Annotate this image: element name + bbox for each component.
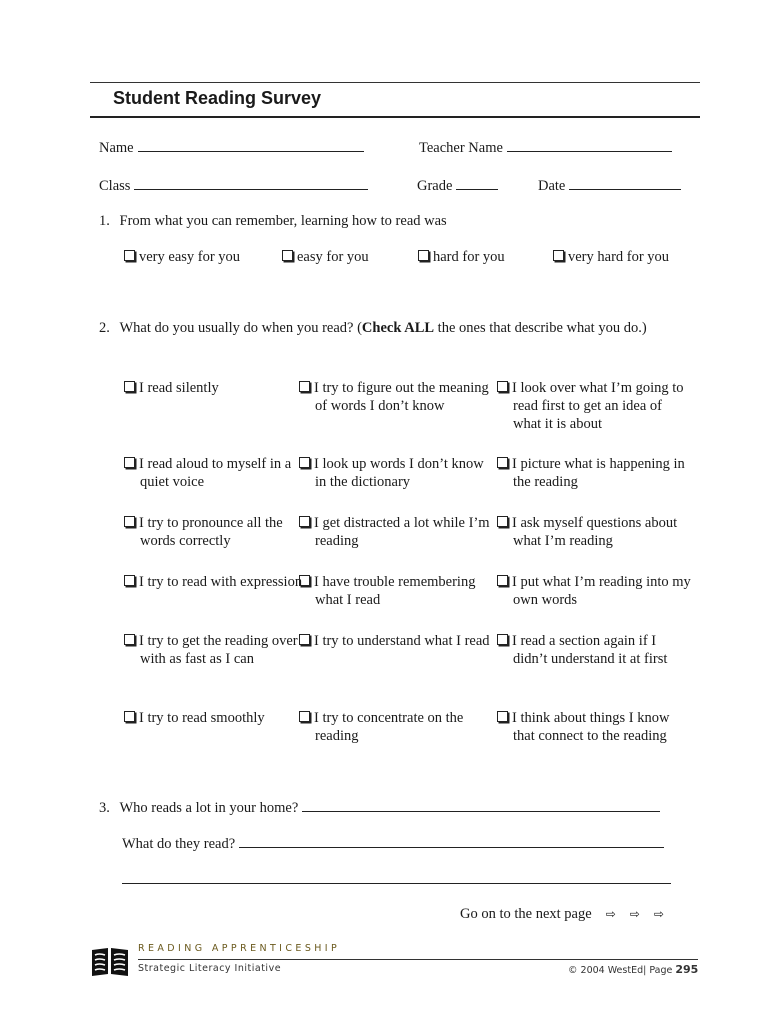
checkbox-icon[interactable]: [299, 711, 310, 722]
checkbox-icon[interactable]: [124, 634, 135, 645]
question-2: [99, 320, 647, 337]
next-page-prompt: [460, 906, 664, 923]
open-book-logo-icon: [90, 946, 130, 978]
grade-field: [417, 176, 498, 195]
teacher-name-field: [419, 138, 672, 157]
q2-item-label: I get distracted a lot while I’m reading: [314, 515, 490, 549]
question-3-followup-line[interactable]: [239, 834, 664, 848]
question-3-answer-line[interactable]: [302, 798, 660, 812]
top-rule: [90, 82, 700, 83]
footer-rule: [138, 959, 698, 960]
q2-item-label: I try to understand what I read: [314, 633, 490, 649]
checkbox-icon[interactable]: [553, 250, 564, 261]
q2-item-read-smoothly[interactable]: [124, 709, 320, 727]
name-label: Name: [99, 140, 134, 156]
question-2-emphasis: Check ALL: [361, 320, 435, 336]
checkbox-icon[interactable]: [299, 457, 310, 468]
q2-item-label: I look up words I don’t know in the dictionary: [314, 456, 484, 490]
checkbox-icon[interactable]: [497, 457, 508, 468]
question-3: [99, 798, 660, 817]
q2-item-connect-knowledge[interactable]: [497, 709, 693, 745]
q2-item-label: I read aloud to myself in a quiet voice: [139, 456, 292, 490]
question-3-extra-line[interactable]: [122, 883, 671, 884]
arrow-right-icon: ⇨: [605, 907, 616, 921]
question-3-followup: [122, 834, 664, 853]
q1-option-label: very hard for you: [568, 249, 670, 265]
page-title: Student Reading Survey: [113, 88, 322, 108]
q2-item-label: I look over what I’m going to read first to get an idea of what it is about: [512, 380, 684, 432]
q2-item-label: I picture what is happening in the reading: [512, 456, 685, 490]
q2-item-concentrate[interactable]: [299, 709, 495, 745]
q2-item-read-again[interactable]: [497, 632, 693, 668]
q2-item-label: I try to read smoothly: [139, 710, 265, 726]
checkbox-icon[interactable]: [497, 634, 508, 645]
footer-subtitle: Strategic Literacy Initiative: [138, 963, 282, 974]
q2-item-read-silently[interactable]: [124, 379, 320, 397]
question-2-number: 2.: [99, 320, 110, 336]
checkbox-icon[interactable]: [124, 575, 135, 586]
name-field: [99, 138, 364, 157]
q2-item-label: I put what I’m reading into my own words: [512, 574, 691, 608]
teacher-name-input-line[interactable]: [507, 138, 672, 152]
checkbox-icon[interactable]: [497, 381, 508, 392]
question-1-number: 1.: [99, 213, 110, 229]
grade-input-line[interactable]: [456, 176, 498, 190]
checkbox-icon[interactable]: [299, 381, 310, 392]
date-input-line[interactable]: [569, 176, 681, 190]
checkbox-icon[interactable]: [299, 575, 310, 586]
q2-item-label: I read silently: [139, 380, 219, 396]
footer-copyright: [568, 963, 698, 976]
checkbox-icon[interactable]: [497, 575, 508, 586]
q2-item-figure-out-meaning[interactable]: [299, 379, 495, 415]
q2-item-get-distracted[interactable]: [299, 514, 495, 550]
checkbox-icon[interactable]: [124, 516, 135, 527]
question-2-text-end: the ones that describe what you do.): [434, 320, 647, 336]
copyright-text: © 2004 WestEd| Page: [568, 965, 673, 976]
title-rule: [90, 116, 700, 118]
date-field: [538, 176, 681, 195]
q2-item-read-aloud[interactable]: [124, 455, 320, 491]
arrow-right-icon: ⇨: [653, 907, 664, 921]
checkbox-icon[interactable]: [124, 250, 135, 261]
checkbox-icon[interactable]: [299, 634, 310, 645]
footer-brand: READING APPRENTICESHIP: [138, 943, 341, 954]
question-3-followup-text: What do they read?: [122, 836, 236, 852]
date-label: Date: [538, 178, 566, 194]
q1-option-label: hard for you: [433, 249, 505, 265]
q1-option-very-hard[interactable]: [553, 249, 669, 266]
q2-item-look-over-first[interactable]: [497, 379, 693, 433]
class-field: [99, 176, 368, 195]
question-3-text: Who reads a lot in your home?: [119, 800, 299, 816]
q2-item-label: I try to pronounce all the words correctly: [139, 515, 283, 549]
checkbox-icon[interactable]: [497, 711, 508, 722]
q2-item-label: I read a section again if I didn’t understand it at first: [512, 633, 668, 667]
q2-item-label: I think about things I know that connect to the reading: [512, 710, 670, 744]
checkbox-icon[interactable]: [124, 457, 135, 468]
q2-item-own-words[interactable]: [497, 573, 693, 609]
question-2-text: What do you usually do when you read? (: [119, 320, 362, 336]
q2-item-get-over-with[interactable]: [124, 632, 300, 668]
q1-option-label: easy for you: [297, 249, 369, 265]
checkbox-icon[interactable]: [299, 516, 310, 527]
q2-item-label: I have trouble remembering what I read: [314, 574, 476, 608]
q2-item-look-up-words[interactable]: [299, 455, 495, 491]
q2-item-label: I try to get the reading over with as fast as I can: [139, 633, 298, 667]
q2-item-understand-what-i-read[interactable]: [299, 632, 490, 650]
q2-item-label: I ask myself questions about what I’m reading: [512, 515, 678, 549]
q2-item-read-with-expression[interactable]: [124, 573, 320, 591]
q1-option-very-easy[interactable]: [124, 249, 240, 266]
q2-item-label: I try to figure out the meaning of words I don’t know: [314, 380, 489, 414]
q2-item-trouble-remembering[interactable]: [299, 573, 495, 609]
checkbox-icon[interactable]: [124, 381, 135, 392]
checkbox-icon[interactable]: [497, 516, 508, 527]
name-input-line[interactable]: [138, 138, 364, 152]
page-number: 295: [675, 963, 699, 976]
checkbox-icon[interactable]: [282, 250, 293, 261]
next-page-text: Go on to the next page: [460, 906, 592, 922]
teacher-name-label: Teacher Name: [419, 140, 503, 156]
question-1: [99, 213, 447, 230]
checkbox-icon[interactable]: [418, 250, 429, 261]
q2-item-label: I try to read with expression: [139, 574, 303, 590]
checkbox-icon[interactable]: [124, 711, 135, 722]
class-label: Class: [99, 178, 131, 194]
q1-option-easy[interactable]: [282, 249, 369, 266]
grade-label: Grade: [417, 178, 453, 194]
arrow-right-icon: ⇨: [629, 907, 640, 921]
q2-item-pronounce-correctly[interactable]: [124, 514, 320, 550]
question-3-number: 3.: [99, 800, 110, 816]
q1-option-hard[interactable]: [418, 249, 505, 266]
q2-item-label: I try to concentrate on the reading: [314, 710, 464, 744]
q1-option-label: very easy for you: [139, 249, 241, 265]
question-1-text: From what you can remember, learning how to read was: [119, 213, 447, 229]
class-input-line[interactable]: [134, 176, 368, 190]
q2-item-ask-questions[interactable]: [497, 514, 693, 550]
q2-item-picture-happening[interactable]: [497, 455, 693, 491]
